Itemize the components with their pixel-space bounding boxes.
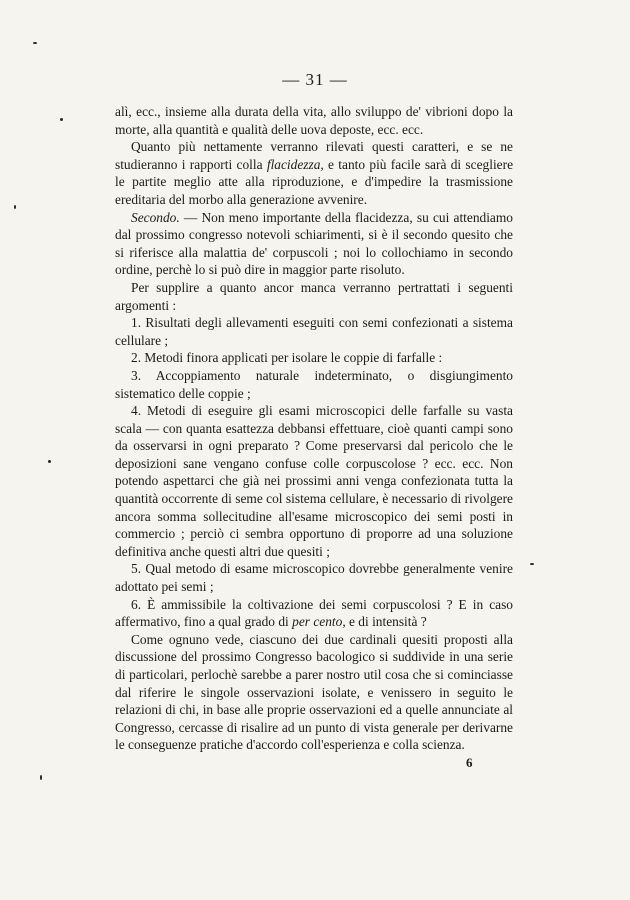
list-item (115, 560, 513, 595)
text-run: Per supplire a quanto ancor manca verranno pertrattati i seguenti argomenti : (115, 279, 513, 313)
margin-speck (33, 42, 37, 44)
body-text (115, 103, 513, 754)
text-run: 5. Qual metodo di esame microscopico dovrebbe generalmente venire adottato pei semi ; (115, 561, 513, 595)
paragraph (115, 279, 513, 314)
text-run: 2. Metodi finora applicati per isolare le coppie di farfalle : (131, 350, 443, 366)
signature-mark: 6 (466, 755, 473, 770)
text-run: e tanto più facile sarà di scegliere le partite meglio atte alla riproduzione, e d'impedire la trasmissione ereditaria del morbo alla generazione avvenire. (115, 156, 514, 207)
italic-text: flacidezza, (266, 156, 324, 172)
paragraph (115, 209, 513, 279)
paragraph (115, 103, 513, 138)
margin-speck (48, 460, 51, 463)
list-item (115, 314, 513, 349)
margin-speck (40, 775, 42, 780)
text-run: e di intensità ? (345, 614, 427, 630)
list-item (115, 349, 513, 367)
text-run: — Non meno importante della flacidezza, su cui attendiamo dal prossimo congresso notevoli schiarimenti, si è il secondo quesito che si riferisce alla malattia de' corpuscoli ; noi lo collochiamo in secondo ordine, perchè lo si può dire in maggior parte risoluto. (115, 209, 513, 278)
text-run: 6. È ammissibile la coltivazione dei semi corpuscolosi ? E in caso affermativo, fino a qual grado di (115, 596, 513, 630)
margin-speck (14, 205, 16, 209)
italic-text: per cento, (292, 614, 346, 630)
list-item (115, 596, 513, 631)
margin-speck (60, 118, 63, 121)
text-run: 1. Risultati degli allevamenti eseguiti con semi confezionati a sistema cellulare ; (115, 315, 513, 348)
list-item (115, 367, 513, 402)
page-number: — 31 — (282, 70, 348, 89)
text-run: Come ognuno vede, ciascuno dei due cardinali quesiti proposti alla discussione del prossimo Congresso bacologico si suddivide in una serie di particolari, perlochè sarebbe a parer nostro util cosa che si cominciasse dal riferire le singole osservazioni isolate, e venissero in seguito le relazioni di chi, in base alle proprie osservazioni ed a quelle annunciate al Congresso, cercasse di risalire ad un punto di vista generale per derivarne le conseguenze pratiche d'accordo coll'esperienza e colla scienza. (115, 631, 513, 753)
margin-speck (530, 563, 534, 565)
list-item (115, 402, 513, 560)
paragraph (115, 631, 513, 754)
text-run: 3. Accoppiamento naturale indeterminato, o disgiungimento sistematico delle coppie ; (115, 367, 513, 401)
text-run: 4. Metodi di eseguire gli esami microscopici delle farfalle su vasta scala — con quanta esattezza debbansi effettuare, cioè quanti campi sono da osservarsi in ogni preparato ? Come preservarsi dal pericolo che le deposizioni sane vengano confuse colle corpuscolose ? ecc. ecc. Non potendo aspettarci che già nei prossimi anni venga confezionata tutta la quantità occorrente di seme col sistema cellulare, è necessario di rivolgere ancora somma sollecitudine all'esame microscopico dei semi posti in commercio ; perciò ci sembra opportuno di proporre ad una soluzione definitiva anche questi altri due quesiti ; (115, 403, 513, 559)
italic-text: Secondo. (131, 209, 180, 225)
text-run: Quanto più nettamente verranno rilevati questi caratteri, e se ne studieranno i rapporti colla (115, 139, 513, 172)
text-run: alì, ecc., insieme alla durata della vita, allo sviluppo de' vibrioni dopo la morte, alla quantità e qualità delle uova deposte, ecc. ecc. (115, 104, 513, 137)
paragraph (115, 138, 513, 208)
